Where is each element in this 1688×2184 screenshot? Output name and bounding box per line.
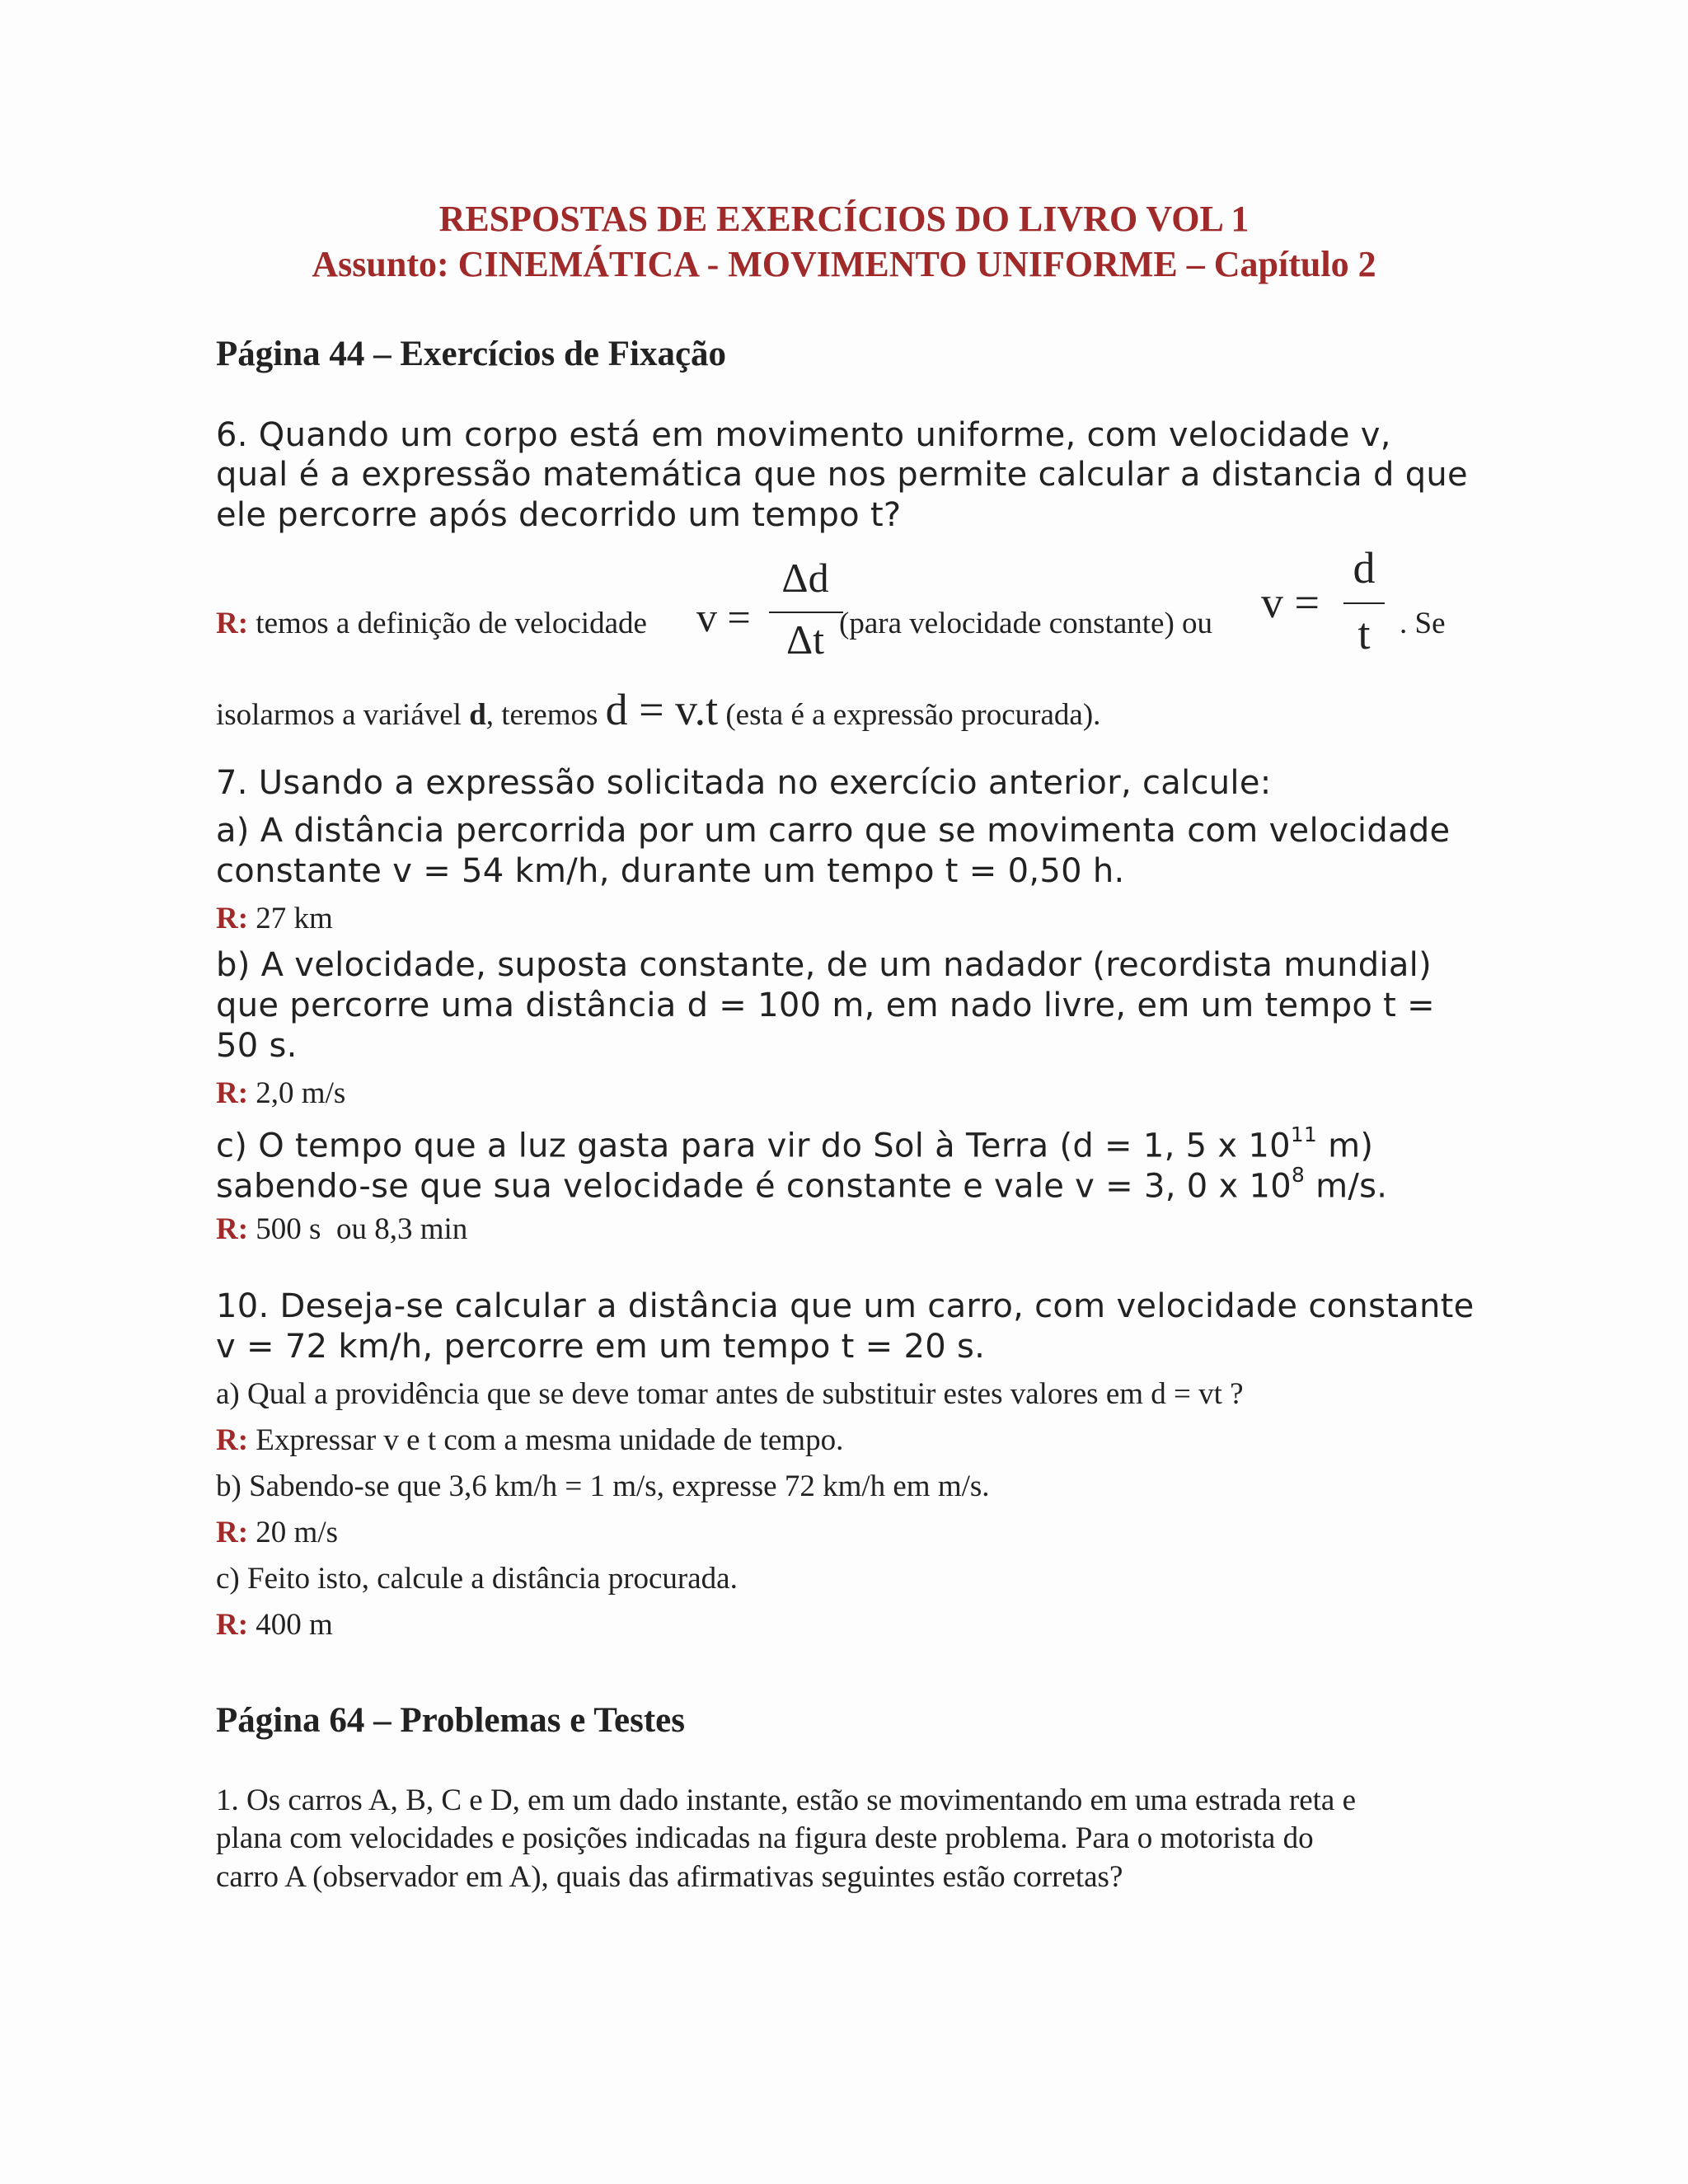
formula-2-lhs: v =	[1261, 578, 1320, 627]
problem-1-line1: 1. Os carros A, B, C e D, em um dado instante, estão se movimentando em uma estrada reta e	[216, 1783, 1357, 1817]
answer-label: R:	[216, 1608, 249, 1642]
problem-1-line2: plana com velocidades e posições indicadas na figura deste problema. Para o motorista do	[216, 1821, 1314, 1855]
formula-1-lhs: v =	[696, 594, 751, 640]
answer-10a-value: Expressar v e t com a mesma unidade de tempo.	[256, 1423, 844, 1457]
answer-6-line2-b: , teremos	[485, 698, 598, 732]
question-7c-line2	[216, 1163, 1387, 1206]
question-7a-line1: a) A distância percorrida por um carro que se movimenta com velocidade	[216, 812, 1451, 850]
answer-6-line2-c: (esta é a expressão procurada).	[725, 698, 1101, 732]
formula-2-denominator: t	[1357, 609, 1371, 658]
question-7-line1: 7. Usando a expressão solicitada no exercício anterior, calcule:	[216, 764, 1272, 802]
answer-7b	[216, 1076, 345, 1111]
answer-10c-value: 400 m	[256, 1608, 333, 1642]
answer-label: R:	[216, 1212, 249, 1246]
answer-6-variable: d	[469, 698, 486, 732]
question-7c-line1-text: c) O tempo que a luz gasta para vir do Sol à Terra (d = 1, 5 x 10	[216, 1127, 1291, 1165]
answer-6-text2: (para velocidade constante) ou	[839, 607, 1213, 640]
formula-2-bar	[1343, 602, 1385, 604]
answer-7c-value: 500 s ou 8,3 min	[256, 1212, 468, 1246]
question-10-line2: v = 72 km/h, percorre em um tempo t = 20 s.	[216, 1328, 986, 1366]
document-subtitle: Assunto: CINEMÁTICA - MOVIMENTO UNIFORME – Capítulo 2	[312, 244, 1376, 284]
formula-1-bar	[769, 612, 843, 613]
formula-1-denominator: Δt	[785, 616, 825, 663]
question-7b-line3: 50 s.	[216, 1027, 298, 1065]
answer-6-line1	[216, 606, 647, 641]
section-heading-page44: Página 44 – Exercícios de Fixação	[216, 335, 727, 373]
question-6-line2: qual é a expressão matemática que nos permite calcular a distancia d que	[216, 456, 1468, 494]
answer-7a-value: 27 km	[256, 902, 333, 935]
question-7c-line1	[216, 1122, 1373, 1165]
answer-6-line2-a: isolarmos a variável	[216, 698, 462, 732]
answer-7a	[216, 901, 333, 936]
answer-10c	[216, 1607, 333, 1643]
answer-6-line2	[216, 684, 1100, 735]
answer-6-text3: . Se	[1400, 607, 1446, 640]
question-10a: a) Qual a providência que se deve tomar antes de substituir estes valores em d = vt ?	[216, 1377, 1244, 1411]
formula-1-numerator: Δd	[781, 555, 829, 601]
formula-3: d = v.t	[605, 685, 719, 734]
question-7b-line2: que percorre uma distância d = 100 m, em nado livre, em um tempo t =	[216, 987, 1435, 1024]
answer-label: R:	[216, 1423, 249, 1457]
answer-6-text1: temos a definição de velocidade	[256, 607, 647, 640]
question-6-line3: ele percorre após decorrido um tempo t?	[216, 496, 902, 534]
question-7c-line1-unit: m)	[1317, 1127, 1374, 1165]
question-7c-line2-unit: m/s.	[1305, 1167, 1388, 1206]
answer-label: R:	[216, 1516, 249, 1549]
question-7a-line2: constante v = 54 km/h, durante um tempo t = 0,50 h.	[216, 852, 1125, 890]
answer-10b-value: 20 m/s	[256, 1516, 339, 1549]
answer-10a	[216, 1422, 843, 1458]
question-7b-line1: b) A velocidade, suposta constante, de um nadador (recordista mundial)	[216, 946, 1432, 984]
answer-7b-value: 2,0 m/s	[256, 1076, 346, 1110]
answer-label: R:	[216, 1076, 249, 1110]
question-10-line1: 10. Deseja-se calcular a distância que um carro, com velocidade constante	[216, 1287, 1475, 1325]
exponent-8: 8	[1292, 1163, 1306, 1187]
answer-10b	[216, 1515, 338, 1550]
formula-2-numerator: d	[1353, 543, 1376, 593]
problem-1-line3: carro A (observador em A), quais das afirmativas seguintes estão corretas?	[216, 1860, 1123, 1894]
answer-label: R:	[216, 902, 249, 935]
question-10b: b) Sabendo-se que 3,6 km/h = 1 m/s, expresse 72 km/h em m/s.	[216, 1469, 990, 1503]
section-heading-page64: Página 64 – Problemas e Testes	[216, 1701, 685, 1740]
answer-7c	[216, 1212, 467, 1247]
question-7c-line2-text: sabendo-se que sua velocidade é constante e vale v = 3, 0 x 10	[216, 1167, 1292, 1206]
answer-label: R:	[216, 607, 249, 640]
question-6-line1: 6. Quando um corpo está em movimento uniforme, com velocidade v,	[216, 416, 1391, 454]
question-10c: c) Feito isto, calcule a distância procurada.	[216, 1562, 738, 1596]
document-title: RESPOSTAS DE EXERCÍCIOS DO LIVRO VOL 1	[438, 199, 1250, 239]
exponent-11: 11	[1290, 1122, 1318, 1146]
